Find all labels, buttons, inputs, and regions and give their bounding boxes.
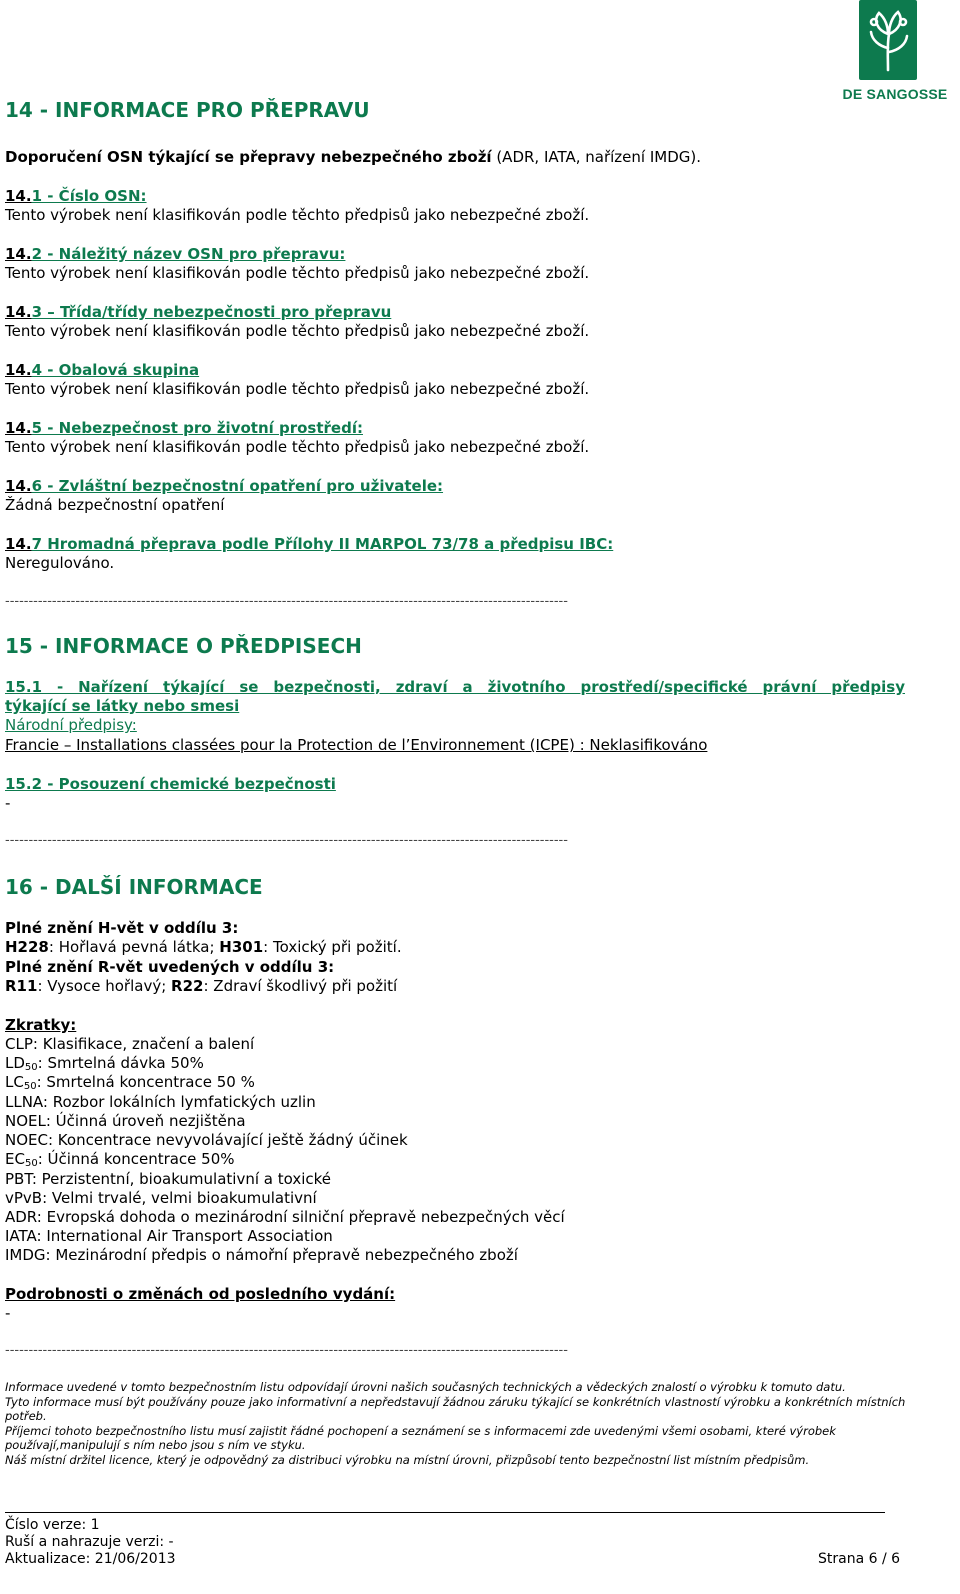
disclaimer-line-4: Náš místní držitel licence, který je odpovědný za distribuci výrobku na místní úrovni, přizpůsobí tento bezpečnostní list místním předpisům.	[5, 1452, 810, 1467]
item-14-3-text: Tento výrobek není klasifikován podle těchto předpisů jako nebezpečné zboží.	[5, 322, 590, 340]
version-number: Číslo verze: 1	[5, 1517, 100, 1533]
abbr-lc50: $LC_{50}$: Smrtelná koncentrace 50 %	[5, 1073, 255, 1092]
de-sangosse-logo	[836, 0, 954, 106]
section-16-title: 16 - DALŠÍ INFORMACE	[5, 875, 263, 899]
item-14-3-heading: 14.3 – Třída/třídy nebezpečnosti pro přepravu	[5, 303, 392, 321]
item-14-1-text: Tento výrobek není klasifikován podle těchto předpisů jako nebezpečné zboží.	[5, 206, 590, 224]
h-phrases-title: Plné znění H-vět v oddílu 3:	[5, 919, 239, 937]
item-15-2-text: -	[5, 794, 11, 812]
item-15-1-heading-a: 15.1 - Nařízení týkající se bezpečnosti, zdraví a životního prostředí/specifické právní předpisy	[5, 678, 905, 696]
item-14-6-text: Žádná bezpečnostní opatření	[5, 496, 225, 514]
r-phrases-line: R11: Vysoce hořlavý; R22: Zdraví škodlivý při požití	[5, 977, 398, 995]
abbr-vpvb: vPvB: Velmi trvalé, velmi bioakumulativní	[5, 1189, 317, 1207]
item-14-4-text: Tento výrobek není klasifikován podle těchto předpisů jako nebezpečné zboží.	[5, 380, 590, 398]
logo-brand-text: DE SANGOSSE	[842, 86, 948, 102]
separator-line: ------------------------------------------------------------------------------------------------------------------------	[5, 833, 568, 848]
abbr-clp: CLP: Klasifikace, značení a balení	[5, 1035, 255, 1053]
abbr-pbt: PBT: Perzistentní, bioakumulativní a toxické	[5, 1170, 332, 1188]
abbr-noec: NOEC: Koncentrace nevyvolávající ještě žádný účinek	[5, 1131, 408, 1149]
section-15-title: 15 - INFORMACE O PŘEDPISECH	[5, 634, 362, 658]
item-15-1-heading-b: týkající se látky nebo smesi	[5, 697, 240, 715]
item-14-1-heading: 14.1 - Číslo OSN:	[5, 187, 147, 205]
item-14-4-heading: 14.4 - Obalová skupina	[5, 361, 200, 379]
item-14-6-heading: 14.6 - Zvláštní bezpečnostní opatření pro uživatele:	[5, 477, 444, 495]
item-14-5-heading: 14.5 - Nebezpečnost pro životní prostředí:	[5, 419, 363, 437]
abbreviations-title: Zkratky:	[5, 1016, 77, 1034]
abbr-llna: LLNA: Rozbor lokálních lymfatických uzlin	[5, 1093, 316, 1111]
page-number: Strana 6 / 6	[818, 1551, 901, 1567]
section-14-intro	[5, 148, 701, 167]
logo-emblem-icon	[859, 0, 917, 80]
section-14-title: 14 - INFORMACE PRO PŘEPRAVU	[5, 98, 370, 122]
footer-divider	[5, 1512, 885, 1513]
h-phrases-line: H228: Hořlavá pevná látka; H301: Toxický při požití.	[5, 938, 402, 956]
abbr-ec50: $EC_{50}$: Účinná koncentrace 50%	[5, 1150, 235, 1169]
item-14-7-text: Neregulováno.	[5, 554, 115, 572]
footer-version-block	[5, 1517, 176, 1568]
abbr-imdg: IMDG: Mezinárodní předpis o námořní přepravě nebezpečného zboží	[5, 1246, 518, 1264]
item-14-2-heading: 14.2 - Náležitý název OSN pro přepravu:	[5, 245, 346, 263]
separator-line: ------------------------------------------------------------------------------------------------------------------------	[5, 594, 568, 609]
intro-tail: (ADR, IATA, nařízení IMDG).	[491, 148, 702, 166]
separator-line: ------------------------------------------------------------------------------------------------------------------------	[5, 1343, 568, 1358]
replaces-version: Ruší a nahrazuje verzi: -	[5, 1534, 174, 1550]
changes-text: -	[5, 1304, 11, 1322]
disclaimer-line-1: Informace uvedené v tomto bezpečnostním listu odpovídají úrovni našich současných technických a vědeckých znalostí o výrobku k tomuto datu.	[5, 1380, 846, 1394]
r-phrases-title: Plné znění R-vět uvedených v oddílu 3:	[5, 958, 335, 976]
abbr-noel: NOEL: Účinná úroveň nezjištěna	[5, 1112, 246, 1130]
update-date: Aktualizace: 21/06/2013	[5, 1551, 176, 1567]
item-14-2-text: Tento výrobek není klasifikován podle těchto předpisů jako nebezpečné zboží.	[5, 264, 590, 282]
national-regulations-label: Národní předpisy:	[5, 716, 137, 734]
france-icpe-text: Francie – Installations classées pour la Protection de l’Environnement (ICPE) : Neklasifikováno	[5, 736, 708, 754]
intro-bold: Doporučení OSN týkající se přepravy nebezpečného zboží	[5, 148, 492, 166]
abbr-ld50: $LD_{50}$: Smrtelná dávka 50%	[5, 1054, 204, 1073]
disclaimer	[5, 1380, 910, 1467]
abbr-iata: IATA: International Air Transport Association	[5, 1227, 333, 1245]
abbr-adr: ADR: Evropská dohoda o mezinárodní silniční přepravě nebezpečných věcí	[5, 1208, 565, 1226]
item-15-2-heading: 15.2 - Posouzení chemické bezpečnosti	[5, 775, 336, 793]
item-14-7-heading: 14.7 Hromadná přeprava podle Přílohy II MARPOL 73/78 a předpisu IBC:	[5, 535, 614, 553]
disclaimer-line-2: Tyto informace musí být používány pouze jako informativní a nepředstavují žádnou záruku týkající se konkrétních vlastností výrobku a konkrétních místních potřeb.	[5, 1394, 906, 1423]
item-14-5-text: Tento výrobek není klasifikován podle těchto předpisů jako nebezpečné zboží.	[5, 438, 590, 456]
changes-title: Podrobnosti o změnách od posledního vydání:	[5, 1285, 396, 1303]
disclaimer-line-3: Příjemci tohoto bezpečnostního listu musí zajistit řádné pochopení a seznámení se s informacemi zde uvedenými všemi osobami, které výrobek používají,manipulují s ním nebo jsou s ním ve styku.	[5, 1423, 836, 1452]
